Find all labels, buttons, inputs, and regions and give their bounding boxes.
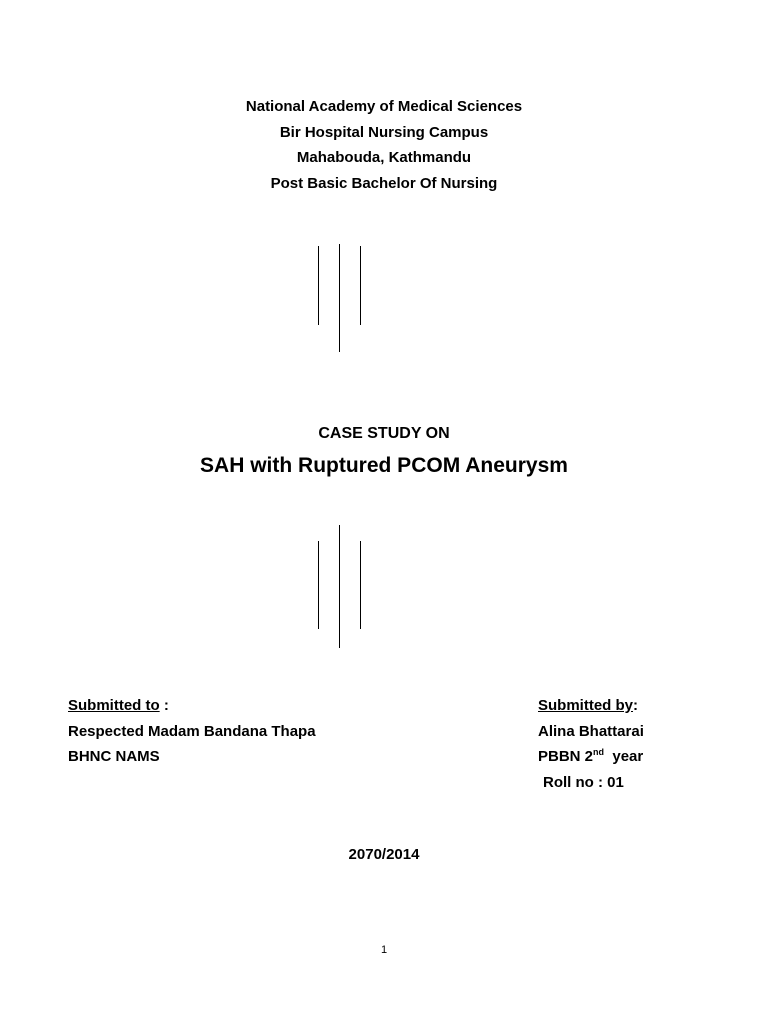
submitted-to-name: Respected Madam Bandana Thapa	[68, 722, 316, 740]
program-ordinal: nd	[593, 747, 605, 757]
document-year: 2070/2014	[348, 846, 420, 863]
submitted-by-roll: Roll no : 01	[543, 773, 624, 791]
submitted-by-name: Alina Bhattarai	[538, 722, 644, 740]
institution-name: National Academy of Medical Sciences	[245, 98, 523, 115]
divider-line-lower-center	[339, 525, 340, 648]
divider-line-lower-right	[360, 541, 361, 629]
campus-location: Mahabouda, Kathmandu	[296, 149, 472, 166]
case-study-title: SAH with Ruptured PCOM Aneurysm	[200, 454, 568, 477]
submitted-by-block	[538, 693, 644, 795]
case-study-label: CASE STUDY ON	[318, 425, 450, 442]
submitted-to-heading-suffix: :	[159, 697, 169, 714]
submitted-by-heading-row	[538, 693, 644, 719]
page-number: 1	[380, 944, 388, 956]
submitted-to-heading-row	[68, 693, 316, 719]
submitted-by-program	[538, 744, 644, 770]
submitted-by-heading-suffix: :	[633, 697, 639, 714]
submitted-to-heading: Submitted to	[68, 697, 160, 714]
submitted-to-org: BHNC NAMS	[68, 748, 160, 765]
program-suffix: year	[604, 748, 644, 765]
submitted-by-heading: Submitted by	[538, 697, 634, 714]
program-name: Post Basic Bachelor Of Nursing	[270, 174, 498, 192]
submitted-to-block	[68, 693, 316, 770]
divider-line-upper-left	[318, 246, 319, 325]
program-prefix: PBBN 2	[538, 748, 594, 765]
divider-line-lower-left	[318, 541, 319, 629]
campus-name: Bir Hospital Nursing Campus	[279, 123, 489, 141]
institution-header	[0, 94, 768, 196]
divider-line-upper-right	[360, 246, 361, 325]
divider-line-upper-center	[339, 244, 340, 352]
